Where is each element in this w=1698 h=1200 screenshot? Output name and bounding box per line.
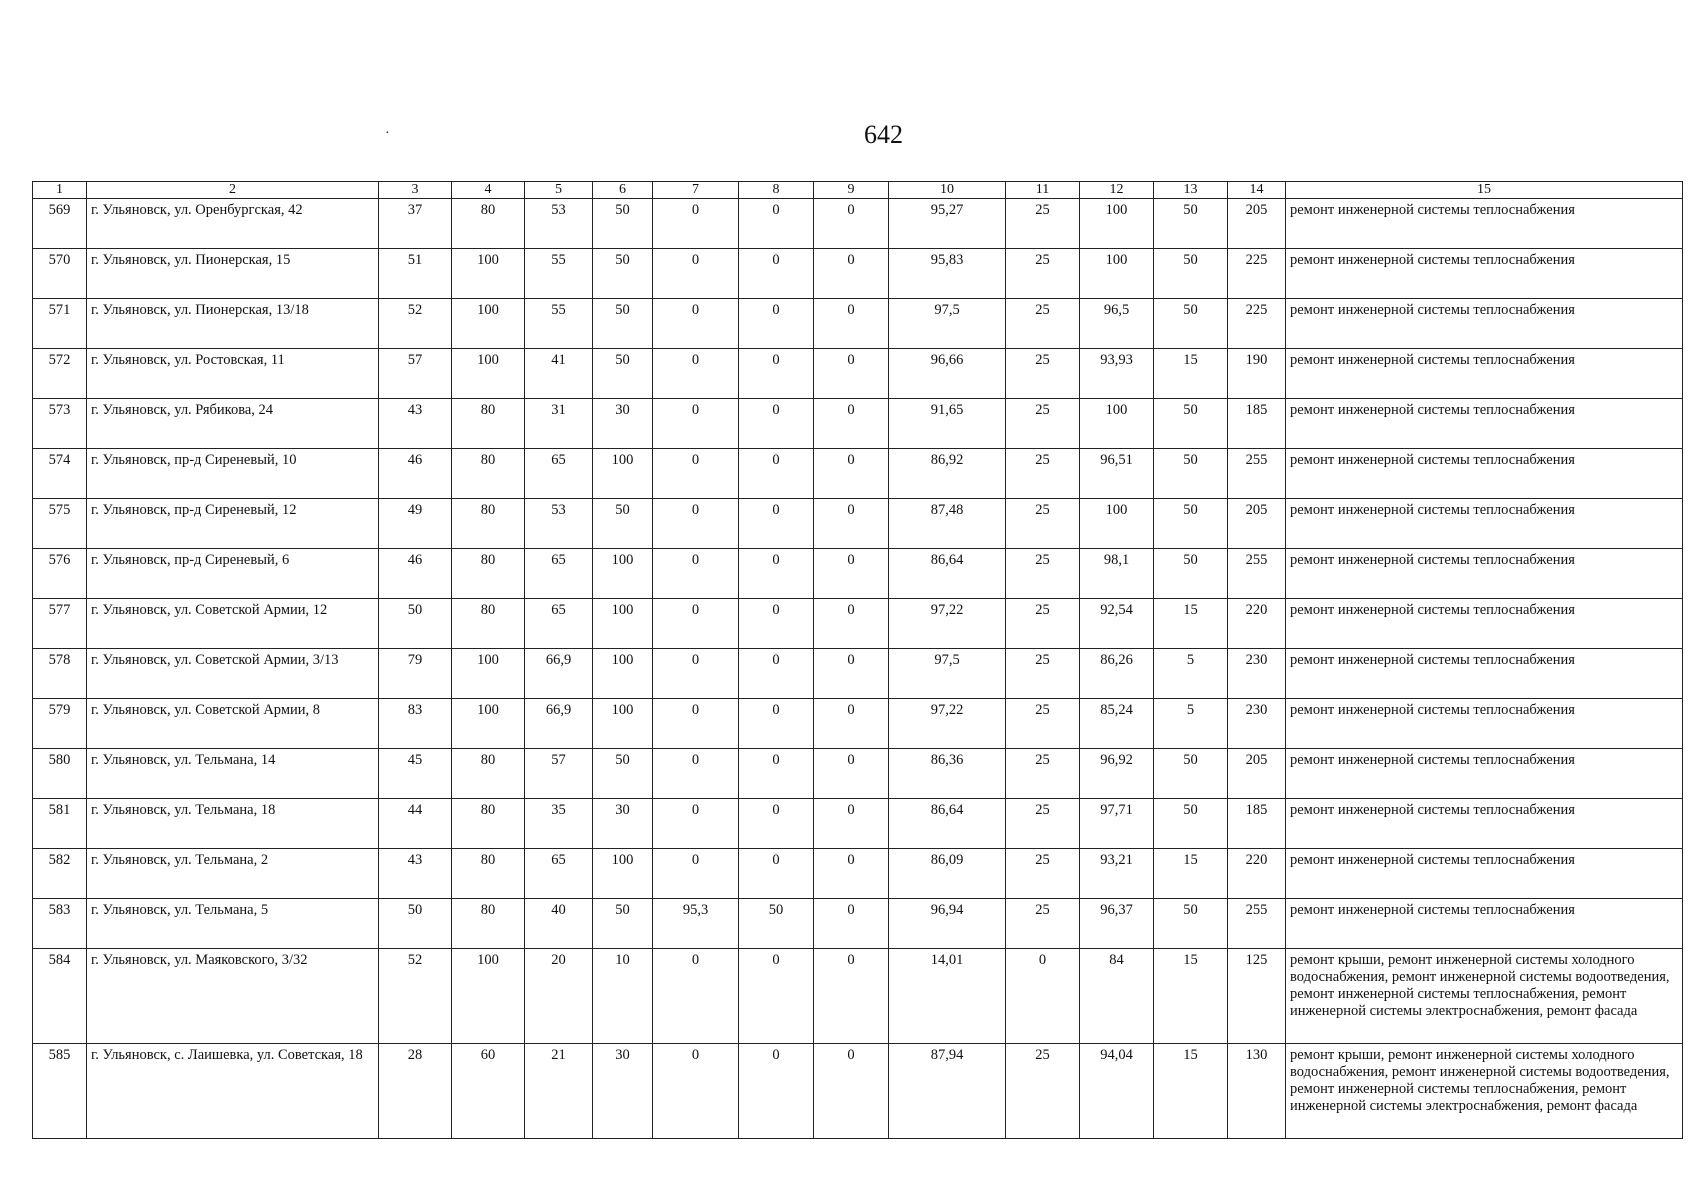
col-8-cell: 0 [739,349,814,399]
col-8-cell: 0 [739,249,814,299]
table-row [33,349,1683,399]
col-8-cell: 0 [739,749,814,799]
col-14-cell: 220 [1228,849,1286,899]
work-description-cell: ремонт крыши, ремонт инженерной системы холодного водоснабжения, ремонт инженерной системы водоотведения, ремонт инженерной системы теплоснабжения, ремонт инженерной системы электроснабжения, ремонт фасада [1286,949,1683,1044]
col-13-cell: 50 [1154,449,1228,499]
row-number-cell: 585 [33,1044,87,1139]
col-9-cell: 0 [814,1044,889,1139]
col-7-cell: 0 [653,849,739,899]
col-12-cell: 100 [1080,399,1154,449]
col-13-cell: 50 [1154,799,1228,849]
row-number-cell: 584 [33,949,87,1044]
col-14-cell: 185 [1228,799,1286,849]
col-7-cell: 95,3 [653,899,739,949]
work-description-cell: ремонт инженерной системы теплоснабжения [1286,249,1683,299]
col-9-cell: 0 [814,299,889,349]
header-cell: 10 [889,182,1006,199]
col-11-cell: 0 [1006,949,1080,1044]
col-13-cell: 15 [1154,849,1228,899]
col-4-cell: 80 [452,199,525,249]
col-10-cell: 86,64 [889,549,1006,599]
col-13-cell: 15 [1154,949,1228,1044]
address-cell: г. Ульяновск, ул. Тельмана, 5 [87,899,379,949]
col-4-cell: 80 [452,599,525,649]
address-cell: г. Ульяновск, ул. Оренбургская, 42 [87,199,379,249]
col-9-cell: 0 [814,649,889,699]
address-cell: г. Ульяновск, ул. Тельмана, 2 [87,849,379,899]
col-5-cell: 65 [525,549,593,599]
col-4-cell: 100 [452,249,525,299]
table-row [33,799,1683,849]
col-13-cell: 50 [1154,499,1228,549]
row-number-cell: 573 [33,399,87,449]
col-9-cell: 0 [814,849,889,899]
col-6-cell: 30 [593,1044,653,1139]
col-5-cell: 65 [525,849,593,899]
col-13-cell: 15 [1154,349,1228,399]
col-4-cell: 80 [452,799,525,849]
col-10-cell: 95,27 [889,199,1006,249]
col-8-cell: 0 [739,949,814,1044]
col-6-cell: 100 [593,849,653,899]
work-description-cell: ремонт инженерной системы теплоснабжения [1286,699,1683,749]
col-3-cell: 46 [379,549,452,599]
col-7-cell: 0 [653,699,739,749]
col-13-cell: 5 [1154,699,1228,749]
col-5-cell: 66,9 [525,699,593,749]
col-7-cell: 0 [653,299,739,349]
address-cell: г. Ульяновск, ул. Пионерская, 15 [87,249,379,299]
col-11-cell: 25 [1006,549,1080,599]
col-3-cell: 43 [379,399,452,449]
col-4-cell: 100 [452,949,525,1044]
col-5-cell: 65 [525,599,593,649]
table-row [33,599,1683,649]
col-3-cell: 37 [379,199,452,249]
col-9-cell: 0 [814,599,889,649]
housing-repair-table [32,181,1683,1139]
col-9-cell: 0 [814,449,889,499]
col-11-cell: 25 [1006,449,1080,499]
col-7-cell: 0 [653,599,739,649]
col-10-cell: 96,94 [889,899,1006,949]
header-cell: 12 [1080,182,1154,199]
header-cell: 11 [1006,182,1080,199]
col-10-cell: 86,64 [889,799,1006,849]
table-row [33,249,1683,299]
col-8-cell: 0 [739,549,814,599]
col-5-cell: 35 [525,799,593,849]
col-11-cell: 25 [1006,799,1080,849]
col-6-cell: 100 [593,449,653,499]
col-14-cell: 190 [1228,349,1286,399]
row-number-cell: 579 [33,699,87,749]
table-row [33,899,1683,949]
table-row [33,749,1683,799]
col-13-cell: 50 [1154,749,1228,799]
work-description-cell: ремонт крыши, ремонт инженерной системы холодного водоснабжения, ремонт инженерной системы водоотведения, ремонт инженерной системы теплоснабжения, ремонт инженерной системы электроснабжения, ремонт фасада [1286,1044,1683,1139]
col-5-cell: 40 [525,899,593,949]
col-11-cell: 25 [1006,399,1080,449]
col-5-cell: 53 [525,499,593,549]
col-7-cell: 0 [653,249,739,299]
col-14-cell: 125 [1228,949,1286,1044]
col-7-cell: 0 [653,349,739,399]
col-10-cell: 96,66 [889,349,1006,399]
col-8-cell: 0 [739,649,814,699]
col-6-cell: 100 [593,599,653,649]
col-12-cell: 86,26 [1080,649,1154,699]
work-description-cell: ремонт инженерной системы теплоснабжения [1286,849,1683,899]
header-cell: 6 [593,182,653,199]
address-cell: г. Ульяновск, с. Лаишевка, ул. Советская, 18 [87,1044,379,1139]
col-3-cell: 28 [379,1044,452,1139]
col-9-cell: 0 [814,549,889,599]
col-6-cell: 50 [593,499,653,549]
row-number-cell: 582 [33,849,87,899]
col-12-cell: 97,71 [1080,799,1154,849]
col-14-cell: 225 [1228,299,1286,349]
header-cell: 5 [525,182,593,199]
col-11-cell: 25 [1006,499,1080,549]
col-5-cell: 41 [525,349,593,399]
header-cell: 14 [1228,182,1286,199]
col-6-cell: 50 [593,199,653,249]
col-7-cell: 0 [653,449,739,499]
col-11-cell: 25 [1006,849,1080,899]
col-7-cell: 0 [653,199,739,249]
col-6-cell: 50 [593,899,653,949]
col-4-cell: 80 [452,849,525,899]
address-cell: г. Ульяновск, ул. Советской Армии, 3/13 [87,649,379,699]
address-cell: г. Ульяновск, ул. Советской Армии, 8 [87,699,379,749]
col-10-cell: 86,09 [889,849,1006,899]
col-3-cell: 49 [379,499,452,549]
row-number-cell: 574 [33,449,87,499]
col-11-cell: 25 [1006,649,1080,699]
address-cell: г. Ульяновск, ул. Тельмана, 14 [87,749,379,799]
row-number-cell: 576 [33,549,87,599]
address-cell: г. Ульяновск, ул. Ростовская, 11 [87,349,379,399]
row-number-cell: 581 [33,799,87,849]
col-9-cell: 0 [814,949,889,1044]
page-number: 642 [864,120,903,149]
col-8-cell: 0 [739,199,814,249]
col-6-cell: 100 [593,549,653,599]
col-9-cell: 0 [814,249,889,299]
header-cell: 15 [1286,182,1683,199]
col-13-cell: 5 [1154,649,1228,699]
col-9-cell: 0 [814,899,889,949]
col-3-cell: 52 [379,299,452,349]
row-number-cell: 572 [33,349,87,399]
col-11-cell: 25 [1006,299,1080,349]
col-7-cell: 0 [653,549,739,599]
col-3-cell: 50 [379,599,452,649]
col-8-cell: 50 [739,899,814,949]
col-12-cell: 96,37 [1080,899,1154,949]
address-cell: г. Ульяновск, ул. Тельмана, 18 [87,799,379,849]
table-row [33,299,1683,349]
address-cell: г. Ульяновск, ул. Пионерская, 13/18 [87,299,379,349]
col-12-cell: 100 [1080,499,1154,549]
col-11-cell: 25 [1006,199,1080,249]
col-12-cell: 100 [1080,249,1154,299]
row-number-cell: 575 [33,499,87,549]
col-4-cell: 60 [452,1044,525,1139]
col-10-cell: 91,65 [889,399,1006,449]
col-5-cell: 66,9 [525,649,593,699]
column-number-header-row [33,182,1683,199]
table-row [33,699,1683,749]
col-10-cell: 97,5 [889,649,1006,699]
col-8-cell: 0 [739,499,814,549]
header-cell: 9 [814,182,889,199]
col-10-cell: 86,36 [889,749,1006,799]
col-13-cell: 50 [1154,249,1228,299]
col-7-cell: 0 [653,749,739,799]
col-4-cell: 80 [452,449,525,499]
table-row [33,399,1683,449]
col-5-cell: 31 [525,399,593,449]
col-14-cell: 205 [1228,749,1286,799]
col-4-cell: 80 [452,499,525,549]
col-11-cell: 25 [1006,599,1080,649]
col-5-cell: 20 [525,949,593,1044]
col-13-cell: 50 [1154,399,1228,449]
address-cell: г. Ульяновск, ул. Рябикова, 24 [87,399,379,449]
col-12-cell: 94,04 [1080,1044,1154,1139]
col-4-cell: 100 [452,649,525,699]
address-cell: г. Ульяновск, ул. Маяковского, 3/32 [87,949,379,1044]
col-3-cell: 46 [379,449,452,499]
table-row [33,499,1683,549]
col-6-cell: 50 [593,749,653,799]
col-3-cell: 51 [379,249,452,299]
col-12-cell: 96,5 [1080,299,1154,349]
col-3-cell: 57 [379,349,452,399]
col-14-cell: 130 [1228,1044,1286,1139]
col-5-cell: 21 [525,1044,593,1139]
col-9-cell: 0 [814,199,889,249]
col-3-cell: 43 [379,849,452,899]
col-14-cell: 205 [1228,199,1286,249]
header-cell: 8 [739,182,814,199]
col-10-cell: 97,22 [889,699,1006,749]
work-description-cell: ремонт инженерной системы теплоснабжения [1286,399,1683,449]
address-cell: г. Ульяновск, пр-д Сиреневый, 12 [87,499,379,549]
col-9-cell: 0 [814,499,889,549]
work-description-cell: ремонт инженерной системы теплоснабжения [1286,599,1683,649]
col-12-cell: 98,1 [1080,549,1154,599]
col-8-cell: 0 [739,599,814,649]
col-6-cell: 50 [593,299,653,349]
header-cell: 1 [33,182,87,199]
col-10-cell: 87,48 [889,499,1006,549]
col-5-cell: 55 [525,249,593,299]
col-12-cell: 93,93 [1080,349,1154,399]
address-cell: г. Ульяновск, ул. Советской Армии, 12 [87,599,379,649]
col-7-cell: 0 [653,1044,739,1139]
header-cell: 3 [379,182,452,199]
row-number-cell: 577 [33,599,87,649]
col-12-cell: 93,21 [1080,849,1154,899]
work-description-cell: ремонт инженерной системы теплоснабжения [1286,649,1683,699]
col-8-cell: 0 [739,1044,814,1139]
col-9-cell: 0 [814,799,889,849]
col-5-cell: 55 [525,299,593,349]
col-7-cell: 0 [653,799,739,849]
col-14-cell: 255 [1228,899,1286,949]
col-14-cell: 230 [1228,699,1286,749]
col-4-cell: 100 [452,699,525,749]
col-8-cell: 0 [739,849,814,899]
col-9-cell: 0 [814,349,889,399]
col-8-cell: 0 [739,449,814,499]
col-3-cell: 79 [379,649,452,699]
col-6-cell: 50 [593,249,653,299]
col-10-cell: 97,5 [889,299,1006,349]
row-number-cell: 570 [33,249,87,299]
col-10-cell: 97,22 [889,599,1006,649]
work-description-cell: ремонт инженерной системы теплоснабжения [1286,199,1683,249]
col-7-cell: 0 [653,649,739,699]
col-14-cell: 255 [1228,549,1286,599]
col-9-cell: 0 [814,749,889,799]
col-13-cell: 50 [1154,299,1228,349]
header-cell: 7 [653,182,739,199]
table-row [33,649,1683,699]
work-description-cell: ремонт инженерной системы теплоснабжения [1286,899,1683,949]
work-description-cell: ремонт инженерной системы теплоснабжения [1286,449,1683,499]
col-8-cell: 0 [739,699,814,749]
col-12-cell: 84 [1080,949,1154,1044]
col-14-cell: 255 [1228,449,1286,499]
col-3-cell: 83 [379,699,452,749]
col-11-cell: 25 [1006,249,1080,299]
header-cell: 2 [87,182,379,199]
col-12-cell: 96,51 [1080,449,1154,499]
col-11-cell: 25 [1006,749,1080,799]
col-3-cell: 50 [379,899,452,949]
col-10-cell: 95,83 [889,249,1006,299]
col-13-cell: 15 [1154,599,1228,649]
col-12-cell: 92,54 [1080,599,1154,649]
col-8-cell: 0 [739,799,814,849]
table-row [33,849,1683,899]
table-row [33,449,1683,499]
col-7-cell: 0 [653,949,739,1044]
col-4-cell: 80 [452,899,525,949]
col-14-cell: 230 [1228,649,1286,699]
col-13-cell: 15 [1154,1044,1228,1139]
header-cell: 13 [1154,182,1228,199]
work-description-cell: ремонт инженерной системы теплоснабжения [1286,349,1683,399]
col-4-cell: 80 [452,399,525,449]
col-12-cell: 96,92 [1080,749,1154,799]
col-14-cell: 185 [1228,399,1286,449]
col-4-cell: 100 [452,299,525,349]
col-8-cell: 0 [739,299,814,349]
col-11-cell: 25 [1006,1044,1080,1139]
col-6-cell: 30 [593,399,653,449]
table-row [33,199,1683,249]
col-5-cell: 53 [525,199,593,249]
col-7-cell: 0 [653,499,739,549]
col-14-cell: 205 [1228,499,1286,549]
col-11-cell: 25 [1006,349,1080,399]
col-8-cell: 0 [739,399,814,449]
work-description-cell: ремонт инженерной системы теплоснабжения [1286,749,1683,799]
work-description-cell: ремонт инженерной системы теплоснабжения [1286,799,1683,849]
col-6-cell: 100 [593,699,653,749]
col-3-cell: 44 [379,799,452,849]
col-9-cell: 0 [814,399,889,449]
col-6-cell: 100 [593,649,653,699]
col-6-cell: 50 [593,349,653,399]
row-number-cell: 583 [33,899,87,949]
col-9-cell: 0 [814,699,889,749]
header-cell: 4 [452,182,525,199]
col-14-cell: 225 [1228,249,1286,299]
table-row [33,949,1683,1044]
address-cell: г. Ульяновск, пр-д Сиреневый, 6 [87,549,379,599]
col-4-cell: 100 [452,349,525,399]
address-cell: г. Ульяновск, пр-д Сиреневый, 10 [87,449,379,499]
col-3-cell: 45 [379,749,452,799]
table-row [33,549,1683,599]
col-12-cell: 100 [1080,199,1154,249]
col-4-cell: 80 [452,549,525,599]
row-number-cell: 569 [33,199,87,249]
work-description-cell: ремонт инженерной системы теплоснабжения [1286,499,1683,549]
col-6-cell: 30 [593,799,653,849]
col-13-cell: 50 [1154,549,1228,599]
col-6-cell: 10 [593,949,653,1044]
scan-speck: · [385,126,390,141]
row-number-cell: 580 [33,749,87,799]
work-description-cell: ремонт инженерной системы теплоснабжения [1286,549,1683,599]
table-row [33,1044,1683,1139]
col-13-cell: 50 [1154,199,1228,249]
row-number-cell: 578 [33,649,87,699]
col-10-cell: 87,94 [889,1044,1006,1139]
col-14-cell: 220 [1228,599,1286,649]
col-7-cell: 0 [653,399,739,449]
work-description-cell: ремонт инженерной системы теплоснабжения [1286,299,1683,349]
col-13-cell: 50 [1154,899,1228,949]
col-12-cell: 85,24 [1080,699,1154,749]
col-3-cell: 52 [379,949,452,1044]
col-5-cell: 57 [525,749,593,799]
col-10-cell: 14,01 [889,949,1006,1044]
col-11-cell: 25 [1006,899,1080,949]
col-5-cell: 65 [525,449,593,499]
col-4-cell: 80 [452,749,525,799]
col-10-cell: 86,92 [889,449,1006,499]
row-number-cell: 571 [33,299,87,349]
col-11-cell: 25 [1006,699,1080,749]
